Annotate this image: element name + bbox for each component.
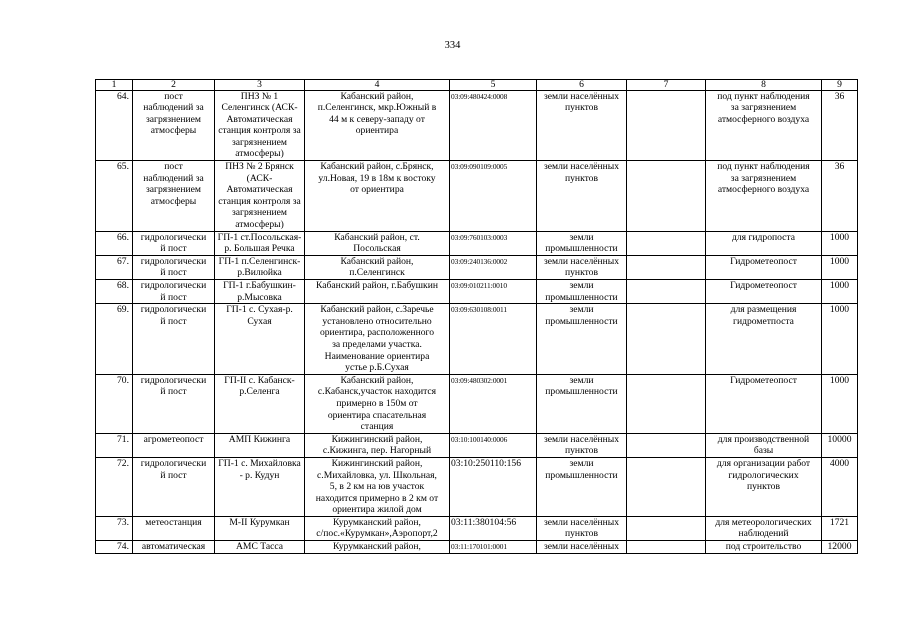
permitted-use-cell-line: для гидропоста (731, 231, 796, 243)
object-name-cell (215, 516, 305, 540)
object-type-cell (133, 161, 215, 232)
table-row (96, 516, 858, 540)
object-name-cell (215, 161, 305, 232)
permitted-use-cell-line: для организации работ (716, 457, 811, 469)
land-category-cell-line: земли (569, 457, 594, 469)
permitted-use-cell-line: для размещения (730, 304, 797, 316)
address-cell-line: с.Кабанск,участок находится (317, 386, 437, 398)
column-number: 8 (706, 80, 822, 91)
permitted-use-cell (706, 280, 822, 304)
land-category-cell (537, 231, 627, 255)
object-name-cell (215, 231, 305, 255)
row-number: 66. (96, 231, 133, 255)
object-type-cell-line: гидрологически (140, 304, 207, 316)
object-name-cell (215, 304, 305, 375)
column-7-cell (627, 255, 706, 279)
object-name-cell (215, 90, 305, 161)
cadastral-number: 03:09:090109:0005 (451, 162, 508, 172)
address-cell (305, 433, 450, 457)
row-number: 70. (96, 374, 133, 433)
column-number: 4 (305, 80, 450, 91)
object-type-cell-line: пост (164, 161, 183, 173)
land-category-cell-line: земли населённых (543, 161, 620, 173)
permitted-use-cell-line: за загрязнением (730, 102, 797, 114)
land-category-cell-line: земли населённых (543, 541, 620, 553)
land-category-cell-line: земли населённых (543, 433, 620, 445)
object-type-cell-line: й пост (160, 469, 187, 481)
object-name-cell-line: р.Мысовка (237, 291, 282, 303)
land-category-cell (537, 541, 627, 554)
permitted-use-cell-line: Гидрометеопост (730, 374, 797, 386)
area-cell: 4000 (822, 457, 858, 516)
cadastral-number: 03:09:760103:0003 (451, 232, 508, 242)
object-name-cell-line: р.Вилюйка (237, 267, 282, 279)
table-row (96, 541, 858, 554)
permitted-use-cell-line: пунктов (747, 481, 780, 493)
land-category-cell (537, 90, 627, 161)
cadastral-number-cell (450, 374, 537, 433)
address-cell (305, 255, 450, 279)
land-category-cell-line: промышленности (545, 291, 618, 303)
address-cell-line: 5, в 2 км на юв участок (329, 481, 425, 493)
address-cell-line: находится примерно в 2 км от (315, 492, 439, 504)
object-type-cell-line: автоматическая (141, 541, 206, 553)
land-category-cell-line: земли (569, 304, 594, 316)
address-cell-line: с.Михайловка, ул. Школьная, (317, 469, 437, 481)
row-number: 65. (96, 161, 133, 232)
object-name-cell-line: станция контроля за (218, 195, 301, 207)
object-name-cell-line: ПНЗ № 1 (240, 90, 279, 102)
cadastral-number-cell (450, 457, 537, 516)
land-category-cell-line: земли (569, 374, 594, 386)
table-row (96, 433, 858, 457)
object-type-cell-line: й пост (160, 315, 187, 327)
object-name-cell-line: атмосферы) (235, 219, 284, 231)
permitted-use-cell-line: под строительство (725, 541, 802, 553)
object-type-cell-line: й пост (160, 291, 187, 303)
cadastral-number: 03:10:250110:156 (451, 457, 521, 469)
permitted-use-cell-line: базы (753, 445, 774, 457)
land-category-cell-line: пунктов (565, 172, 598, 184)
cadastral-number: 03:10:100140:0006 (451, 434, 508, 444)
permitted-use-cell-line: для производственной (717, 433, 810, 445)
permitted-use-cell (706, 255, 822, 279)
address-cell-line: п.Селенгинск, мкр.Южный в (317, 102, 437, 114)
object-name-cell-line: ПНЗ № 2 Брянск (225, 161, 294, 173)
address-cell-line: Кижингинский район, (331, 433, 423, 445)
address-cell-line: ориентира жилой дом (332, 504, 422, 516)
address-cell-line: Курумканский район, (333, 516, 421, 528)
permitted-use-cell (706, 516, 822, 540)
object-type-cell-line: загрязнением (146, 113, 201, 125)
object-type-cell (133, 90, 215, 161)
object-type-cell-line: гидрологически (140, 280, 207, 291)
address-cell-line: ул.Новая, 19 в 18м к востоку (318, 172, 436, 184)
area-cell: 1000 (822, 304, 858, 375)
object-type-cell (133, 231, 215, 255)
column-number: 9 (822, 80, 858, 91)
address-cell-line: п.Селенгинск (349, 267, 405, 279)
permitted-use-cell (706, 304, 822, 375)
object-type-cell-line: й пост (160, 243, 187, 255)
address-cell-line: Кабанский район, (340, 374, 414, 386)
permitted-use-cell-line: под пункт наблюдения (717, 161, 810, 173)
address-cell-line: Кижингинский район, (331, 457, 423, 469)
area-cell: 1000 (822, 280, 858, 304)
address-cell-line: Наименование ориентира (324, 350, 430, 362)
area-cell: 1721 (822, 516, 858, 540)
cadastral-number-cell (450, 433, 537, 457)
row-number: 71. (96, 433, 133, 457)
object-name-cell-line: Автоматическая (226, 113, 293, 125)
address-cell-line: Кабанский район, ст. (334, 231, 420, 243)
address-cell-line: Кабанский район, г.Бабушкин (316, 280, 438, 291)
object-name-cell-line: ГП-1 п.Селенгинск- (218, 255, 301, 267)
land-category-cell-line: промышленности (545, 315, 618, 327)
column-number: 5 (450, 80, 537, 91)
land-category-cell (537, 374, 627, 433)
permitted-use-cell-line: наблюдений (738, 528, 789, 540)
object-type-cell-line: наблюдений за (143, 172, 204, 184)
land-category-cell-line: земли (569, 280, 594, 291)
object-name-cell-line: атмосферы) (235, 148, 284, 160)
land-category-cell (537, 516, 627, 540)
object-type-cell-line: агрометеопост (143, 433, 204, 445)
address-cell (305, 304, 450, 375)
land-category-cell-line: пунктов (565, 528, 598, 540)
land-category-cell (537, 457, 627, 516)
object-type-cell-line: гидрологически (140, 374, 207, 386)
address-cell-line: с.Кижинга, пер. Нагорный (322, 445, 432, 457)
area-cell: 12000 (822, 541, 858, 554)
object-name-cell-line: Селенгинск (АСК- (221, 102, 298, 114)
address-cell-line: Посольская (353, 243, 401, 255)
column-7-cell (627, 90, 706, 161)
area-cell: 10000 (822, 433, 858, 457)
table-row (96, 457, 858, 516)
land-category-cell-line: промышленности (545, 386, 618, 398)
address-cell (305, 374, 450, 433)
permitted-use-cell-line: за загрязнением (730, 172, 797, 184)
table-row (96, 161, 858, 232)
area-cell: 36 (822, 90, 858, 161)
land-category-cell-line: промышленности (545, 243, 618, 255)
row-number: 67. (96, 255, 133, 279)
table-row (96, 280, 858, 304)
address-cell-line: устье р.Б.Сухая (345, 362, 409, 374)
table-row (96, 304, 858, 375)
object-type-cell (133, 255, 215, 279)
table-row (96, 231, 858, 255)
address-cell (305, 280, 450, 304)
land-category-cell-line: пунктов (565, 102, 598, 114)
object-name-cell-line: ГП-1 с. Сухая-р. (226, 304, 293, 316)
land-category-cell (537, 255, 627, 279)
column-7-cell (627, 541, 706, 554)
object-type-cell-line: гидрологически (140, 231, 207, 243)
object-type-cell (133, 457, 215, 516)
column-7-cell (627, 457, 706, 516)
column-number: 6 (537, 80, 627, 91)
object-name-cell-line: ГП-1 ст.Посольская- (217, 231, 302, 243)
address-cell-line: установлено относительно (322, 315, 432, 327)
address-cell (305, 161, 450, 232)
address-cell-line: за пределами участка. (332, 338, 422, 350)
object-name-cell-line: М-II Курумкан (229, 516, 290, 528)
object-type-cell (133, 516, 215, 540)
address-cell-line: ориентира спасательная (327, 409, 427, 421)
object-name-cell-line: загрязнением (232, 207, 287, 219)
object-type-cell-line: гидрологически (140, 255, 207, 267)
cadastral-number: 03:09:480302:0001 (451, 375, 508, 385)
object-name-cell (215, 280, 305, 304)
object-type-cell-line: метеостанция (145, 516, 202, 528)
permitted-use-cell-line: Гидрометеопост (730, 255, 797, 267)
address-cell-line: ориентира, расположенного (319, 327, 435, 339)
cadastral-number: 03:09:240136:0002 (451, 256, 508, 266)
table-row (96, 255, 858, 279)
object-name-cell-line: ГП-II с. Кабанск- (224, 374, 295, 386)
address-cell (305, 457, 450, 516)
address-cell (305, 231, 450, 255)
column-number: 1 (96, 80, 133, 91)
land-category-cell-line: пунктов (565, 267, 598, 279)
column-number: 7 (627, 80, 706, 91)
address-cell (305, 516, 450, 540)
permitted-use-cell-line: гидрометпоста (733, 315, 794, 327)
object-name-cell-line: загрязнением (232, 136, 287, 148)
object-name-cell-line: (АСК- (246, 172, 273, 184)
address-cell (305, 541, 450, 554)
object-type-cell (133, 304, 215, 375)
object-type-cell-line: гидрологически (140, 457, 207, 469)
column-number: 2 (133, 80, 215, 91)
address-cell-line: ориентира (355, 125, 399, 137)
cadastral-number-cell (450, 541, 537, 554)
permitted-use-cell (706, 161, 822, 232)
permitted-use-cell (706, 90, 822, 161)
object-name-cell-line: АМП Кижинга (228, 433, 291, 445)
object-type-cell-line: й пост (160, 267, 187, 279)
cadastral-number: 03:09:630108:0011 (451, 305, 507, 315)
column-7-cell (627, 433, 706, 457)
object-type-cell (133, 374, 215, 433)
object-name-cell-line: р.Селенга (239, 386, 280, 398)
address-cell-line: примерно в 150м от (336, 397, 418, 409)
address-cell-line: Курумканский район, (333, 541, 421, 553)
permitted-use-cell (706, 457, 822, 516)
cadastral-number: 03:09:010211:0010 (451, 281, 507, 290)
object-type-cell-line: атмосферы (150, 125, 197, 137)
cadastral-number: 03:11:380104:56 (451, 516, 517, 528)
object-name-cell-line: - р. Кудун (239, 469, 280, 481)
address-cell-line: Кабанский район, с.Брянск, (320, 161, 434, 173)
object-name-cell (215, 255, 305, 279)
row-number: 64. (96, 90, 133, 161)
land-category-cell (537, 433, 627, 457)
permitted-use-cell (706, 231, 822, 255)
row-number: 73. (96, 516, 133, 540)
object-type-cell-line: й пост (160, 386, 187, 398)
table-row (96, 90, 858, 161)
area-cell: 1000 (822, 231, 858, 255)
permitted-use-cell (706, 433, 822, 457)
land-category-cell-line: земли (569, 231, 594, 243)
address-cell-line: станция (360, 421, 394, 433)
land-category-cell-line: земли населённых (543, 255, 620, 267)
object-name-cell-line: ГП-1 с. Михайловка (218, 457, 301, 469)
land-category-cell-line: промышленности (545, 469, 618, 481)
object-name-cell-line: станция контроля за (218, 125, 301, 137)
object-type-cell-line: пост (164, 90, 183, 102)
address-cell (305, 90, 450, 161)
cadastral-number-cell (450, 304, 537, 375)
object-name-cell (215, 374, 305, 433)
land-category-cell (537, 161, 627, 232)
row-number: 69. (96, 304, 133, 375)
cadastral-number: 03:09:480424:0008 (451, 91, 508, 101)
land-category-cell (537, 304, 627, 375)
area-cell: 36 (822, 161, 858, 232)
cadastral-number-cell (450, 516, 537, 540)
object-name-cell-line: ГП-1 г.Бабушкин- (223, 280, 296, 291)
object-type-cell (133, 280, 215, 304)
cadastral-number-cell (450, 255, 537, 279)
object-type-cell-line: атмосферы (150, 195, 197, 207)
object-type-cell-line: загрязнением (146, 184, 201, 196)
address-cell-line: от ориентира (350, 184, 404, 196)
cadastral-number-cell (450, 90, 537, 161)
page-number: 334 (444, 40, 461, 51)
permitted-use-cell-line: под пункт наблюдения (717, 90, 810, 102)
row-number: 72. (96, 457, 133, 516)
row-number: 68. (96, 280, 133, 304)
land-category-cell-line: земли населённых (543, 516, 620, 528)
address-cell-line: 44 м к северу-западу от (329, 113, 425, 125)
object-name-cell (215, 541, 305, 554)
permitted-use-cell-line: атмосферного воздуха (717, 184, 810, 196)
land-category-cell-line: земли населённых (543, 90, 620, 102)
column-number: 3 (215, 80, 305, 91)
column-7-cell (627, 304, 706, 375)
column-number-row (96, 80, 858, 91)
permitted-use-cell (706, 374, 822, 433)
object-name-cell-line: АМС Тасса (235, 541, 284, 553)
land-category-cell (537, 280, 627, 304)
cadastral-number-cell (450, 161, 537, 232)
permitted-use-cell (706, 541, 822, 554)
permitted-use-cell-line: гидрологических (728, 469, 799, 481)
land-registry-table (95, 79, 858, 554)
column-7-cell (627, 280, 706, 304)
object-type-cell-line: наблюдений за (143, 102, 204, 114)
object-name-cell-line: Сухая (247, 315, 272, 327)
address-cell-line: Кабанский район, с.Заречье (320, 304, 434, 316)
object-type-cell (133, 433, 215, 457)
column-7-cell (627, 374, 706, 433)
address-cell-line: Кабанский район, (340, 90, 414, 102)
row-number: 74. (96, 541, 133, 554)
column-7-cell (627, 231, 706, 255)
object-type-cell (133, 541, 215, 554)
area-cell: 1000 (822, 374, 858, 433)
object-name-cell-line: Автоматическая (226, 184, 293, 196)
permitted-use-cell-line: атмосферного воздуха (717, 113, 810, 125)
table-row (96, 374, 858, 433)
cadastral-number: 03:11:170101:0001 (451, 542, 507, 552)
area-cell: 1000 (822, 255, 858, 279)
address-cell-line: с/пос.«Курумкан»,Аэропорт,2 (316, 528, 438, 540)
permitted-use-cell-line: Гидрометеопост (730, 280, 797, 291)
object-name-cell (215, 433, 305, 457)
cadastral-number-cell (450, 280, 537, 304)
column-7-cell (627, 516, 706, 540)
permitted-use-cell-line: для метеорологических (715, 516, 812, 528)
object-name-cell (215, 457, 305, 516)
address-cell-line: Кабанский район, (340, 255, 414, 267)
land-category-cell-line: пунктов (565, 445, 598, 457)
cadastral-number-cell (450, 231, 537, 255)
column-7-cell (627, 161, 706, 232)
object-name-cell-line: р. Большая Речка (224, 243, 295, 255)
